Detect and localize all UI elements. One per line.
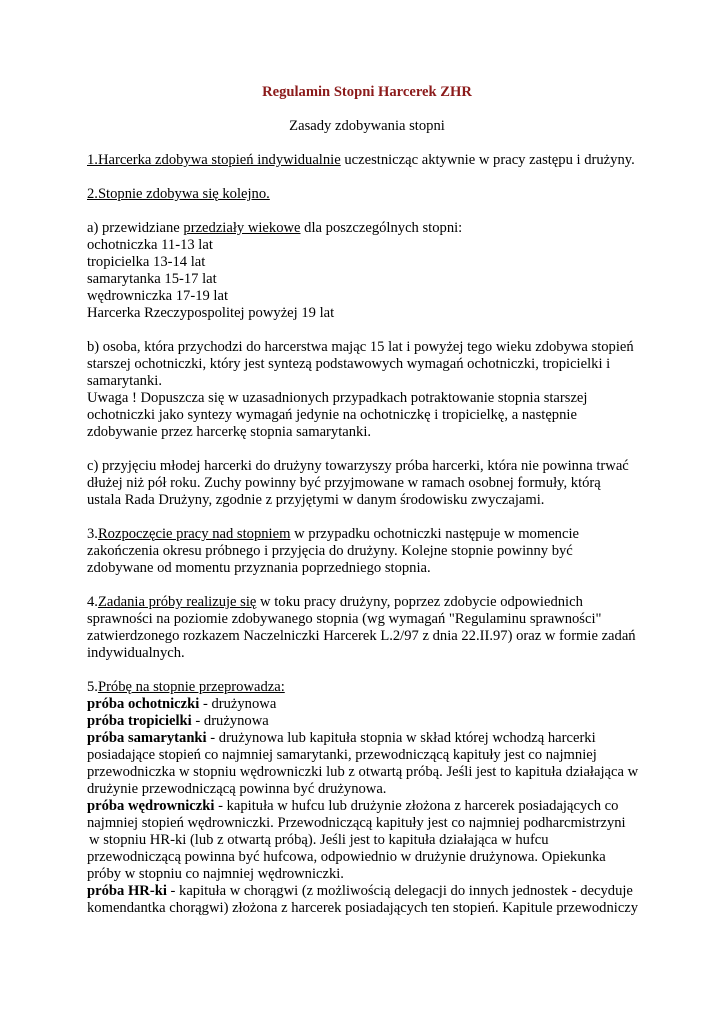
section-2 (87, 186, 647, 203)
section-2a-prefix: a) przewidziane (87, 220, 184, 236)
trial-name: próba samarytanki (87, 730, 207, 746)
document-page (87, 84, 647, 934)
trial-conductor: - drużynowa lub kapituła stopnia w skład której wchodzą harcerki (206, 730, 596, 746)
text-line: sprawności na poziomie zdobywanego stopnia (wg wymagań "Regulaminu sprawności" (87, 611, 602, 627)
text-line: najmniej stopień wędrowniczki. Przewodniczącą kapituły jest co najmniej podharcmistrzyni (87, 815, 626, 831)
section-1 (87, 152, 647, 169)
section-3-text: w przypadku ochotniczki następuje w momencie (290, 526, 579, 542)
note-line: ochotniczki jako syntezy wymagań jedynie na ochotniczkę i tropicielkę, a następnie (87, 407, 577, 423)
section-4-number: 4. (87, 594, 98, 610)
text-line: zdobywane od momentu przyznania poprzedniego stopnia. (87, 560, 431, 576)
trial-ochotniczki (87, 696, 647, 713)
section-3-heading: Rozpoczęcie pracy nad stopniem (97, 526, 291, 542)
section-4-first-line (87, 594, 647, 611)
age-range-item: wędrowniczka 17-19 lat (87, 288, 229, 304)
trial-conductor: - drużynowa (199, 696, 277, 712)
age-range-item: ochotniczka 11-13 lat (87, 237, 213, 253)
section-4 (87, 594, 647, 662)
text-line: zakończenia okresu próbnego i przyjęcia do drużyny. Kolejne stopnie powinny być (87, 543, 573, 559)
section-1-text: uczestnicząc aktywnie w pracy zastępu i drużyny. (340, 152, 635, 168)
section-4-heading: Zadania próby realizuje się (97, 594, 257, 610)
trial-name: próba tropicielki (87, 713, 192, 729)
text-line: starszej ochotniczki, który jest syntezą podstawowych wymagań ochotniczki, tropicielki i (87, 356, 611, 372)
age-range-item: tropicielka 13-14 lat (87, 254, 206, 270)
section-1-heading: 1.Harcerka zdobywa stopień indywidualnie (87, 152, 341, 168)
document-subtitle: Zasady zdobywania stopni (289, 118, 445, 134)
note-line: Uwaga ! Dopuszcza się w uzasadnionych przypadkach potraktowanie stopnia starszej (87, 390, 588, 406)
section-2b (87, 339, 647, 441)
section-5 (87, 679, 647, 917)
section-3-first-line (87, 526, 647, 543)
text-line: próby w stopniu co najmniej wędrowniczki. (87, 866, 344, 882)
section-2a-suffix: dla poszczególnych stopni: (300, 220, 463, 236)
text-line: drużynie przewodniczącą powinna być drużynowa. (87, 781, 387, 797)
text-line: indywidualnych. (87, 645, 185, 661)
section-2-heading: 2.Stopnie zdobywa się kolejno. (87, 186, 270, 202)
section-5-heading-line (87, 679, 647, 696)
trial-name: próba HR-ki (87, 883, 167, 899)
text-line: w stopniu HR-ki (lub z otwartą próbą). Jeśli jest to kapituła działająca w hufcu (89, 832, 549, 848)
trial-name: próba ochotniczki (87, 696, 200, 712)
section-5-number: 5. (87, 679, 98, 695)
age-range-item: Harcerka Rzeczypospolitej powyżej 19 lat (87, 305, 335, 321)
trial-hrki (87, 883, 647, 900)
age-range-item: samarytanka 15-17 lat (87, 271, 217, 287)
trial-tropicielki (87, 713, 647, 730)
trial-conductor: - drużynowa (191, 713, 269, 729)
section-4-text: w toku pracy drużyny, poprzez zdobycie odpowiednich (256, 594, 583, 610)
text-line: przewodniczka w stopniu wędrowniczki lub z otwartą próbą. Jeśli jest to kapituła działająca w (87, 764, 639, 780)
text-line: c) przyjęciu młodej harcerki do drużyny towarzyszy próba harcerki, która nie powinna trwać (87, 458, 629, 474)
section-3 (87, 526, 647, 577)
text-line: ustala Rada Drużyny, zgodnie z przyjętymi w danym środowisku zwyczajami. (87, 492, 545, 508)
text-line: b) osoba, która przychodzi do harcerstwa mając 15 lat i powyżej tego wieku zdobywa stopień (87, 339, 634, 355)
text-line: posiadające stopień co najmniej samarytanki, przewodniczącą kapituły jest co najmniej (87, 747, 597, 763)
trial-conductor: - kapituła w chorągwi (z możliwością delegacji do innych jednostek - decyduje (166, 883, 633, 899)
section-5-heading: Próbę na stopnie przeprowadza: (97, 679, 285, 695)
text-line: przewodniczącą powinna być hufcowa, odpowiednio w drużynie drużynowa. Opiekunka (87, 849, 606, 865)
text-line: komendantka chorągwi) złożona z harcerek posiadających ten stopień. Kapitule przewodniczy (87, 900, 639, 916)
trial-wedrowniczki (87, 798, 647, 815)
section-2a (87, 220, 647, 322)
trial-conductor: - kapituła w hufcu lub drużynie złożona z harcerek posiadających co (214, 798, 619, 814)
trial-name: próba wędrowniczki (87, 798, 215, 814)
section-2a-intro (87, 220, 647, 237)
section-3-number: 3. (87, 526, 98, 542)
text-line: dłużej niż pół roku. Zuchy powinny być przyjmowane w ramach osobnej formuły, którą (87, 475, 601, 491)
text-line: samarytanki. (87, 373, 162, 389)
section-2c (87, 458, 647, 509)
section-1-line (87, 152, 647, 169)
section-2a-underlined: przedziały wiekowe (183, 220, 301, 236)
text-line: zatwierdzonego rozkazem Naczelniczki Harcerek L.2/97 z dnia 22.II.97) oraz w formie zadań (87, 628, 636, 644)
document-title: Regulamin Stopni Harcerek ZHR (262, 84, 472, 100)
note-line: zdobywanie przez harcerkę stopnia samarytanki. (87, 424, 372, 440)
trial-samarytanki (87, 730, 647, 747)
